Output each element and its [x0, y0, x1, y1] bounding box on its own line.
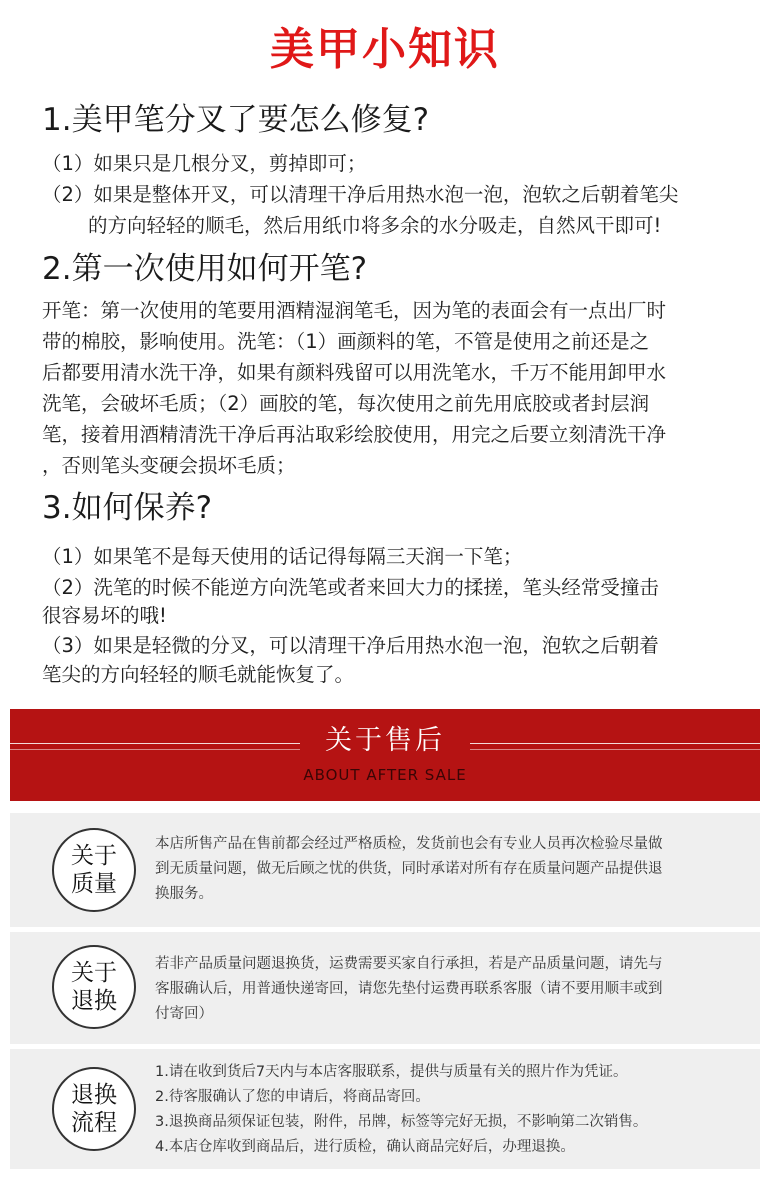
info-line: 客服确认后，用普通快递寄回，请您先垫付运费再联系客服（请不要用顺丰或到 [155, 981, 663, 997]
info-box-process [10, 1049, 760, 1169]
section-3-line: 笔尖的方向轻轻的顺毛就能恢复了。 [42, 663, 355, 686]
section-2-line: 笔，接着用酒精清洗干净后再沾取彩绘胶使用，用完之后要立刻清洗干净 [42, 423, 667, 446]
info-line: 付寄回） [155, 1006, 213, 1022]
info-box-returns [10, 932, 760, 1044]
info-line: 3.退换商品须保证包装，附件，吊牌，标签等完好无损，不影响第二次销售。 [155, 1114, 648, 1130]
info-text-process [155, 1060, 730, 1160]
section-3-line: （3）如果是轻微的分叉，可以清理干净后用热水泡一泡，泡软之后朝着 [42, 634, 659, 657]
section-3-heading: 3.如何保养? [42, 490, 213, 526]
label-line: 退换 [71, 988, 117, 1014]
section-3-line: （2）洗笔的时候不能逆方向洗笔或者来回大力的揉搓，笔头经常受撞击 [42, 576, 659, 599]
section-1-line: （2）如果是整体开叉，可以清理干净后用热水泡一泡，泡软之后朝着笔尖 [42, 183, 679, 206]
info-line: 若非产品质量问题退换货，运费需要买家自行承担，若是产品质量问题，请先与 [155, 956, 663, 972]
info-line: 1.请在收到货后7天内与本店客服联系，提供与质量有关的照片作为凭证。 [155, 1064, 628, 1080]
section-2-heading: 2.第一次使用如何开笔? [42, 251, 368, 287]
section-1-heading: 1.美甲笔分叉了要怎么修复? [42, 102, 430, 138]
section-1-line: 的方向轻轻的顺毛，然后用纸巾将多余的水分吸走，自然风干即可! [88, 214, 662, 237]
label-circle-process [52, 1067, 136, 1151]
label-line: 关于 [71, 843, 117, 869]
section-2-line: ，否则笔头变硬会损坏毛质； [42, 454, 296, 477]
section-3-line: 很容易坏的哦! [42, 604, 167, 627]
label-line: 关于 [71, 960, 117, 986]
label-line: 退换 [71, 1082, 117, 1108]
after-sale-title: 关于售后 [325, 725, 445, 756]
after-sale-banner [10, 709, 760, 801]
after-sale-subtitle: ABOUT AFTER SALE [303, 766, 467, 784]
section-2-line: 带的棉胶，影响使用。洗笔：（1）画颜料的笔，不管是使用之前还是之 [42, 330, 650, 353]
label-line: 流程 [71, 1110, 117, 1136]
info-line: 2.待客服确认了您的申请后，将商品寄回。 [155, 1089, 430, 1105]
info-text-quality [155, 832, 730, 907]
label-line: 质量 [71, 871, 117, 897]
section-2-line: 后都要用清水洗干净，如果有颜料残留可以用洗笔水，千万不能用卸甲水 [42, 361, 667, 384]
info-line: 到无质量问题，做无后顾之忧的供货，同时承诺对所有存在质量问题产品提供退 [155, 861, 663, 877]
label-circle-returns [52, 945, 136, 1029]
section-2-line: 洗笔，会破坏毛质；（2）画胶的笔，每次使用之前先用底胶或者封层润 [42, 392, 650, 415]
info-line: 换服务。 [155, 886, 213, 902]
info-line: 4.本店仓库收到商品后，进行质检，确认商品完好后，办理退换。 [155, 1139, 575, 1155]
section-1-line: （1）如果只是几根分叉，剪掉即可； [42, 152, 367, 175]
info-line: 本店所售产品在售前都会经过严格质检，发货前也会有专业人员再次检验尽量做 [155, 836, 663, 852]
page-title: 美甲小知识 [270, 24, 500, 75]
info-box-quality [10, 813, 760, 927]
section-2-line: 开笔：第一次使用的笔要用酒精湿润笔毛，因为笔的表面会有一点出厂时 [42, 299, 667, 322]
info-text-returns [155, 952, 730, 1027]
label-circle-quality [52, 828, 136, 912]
section-3-line: （1）如果笔不是每天使用的话记得每隔三天润一下笔； [42, 545, 523, 568]
